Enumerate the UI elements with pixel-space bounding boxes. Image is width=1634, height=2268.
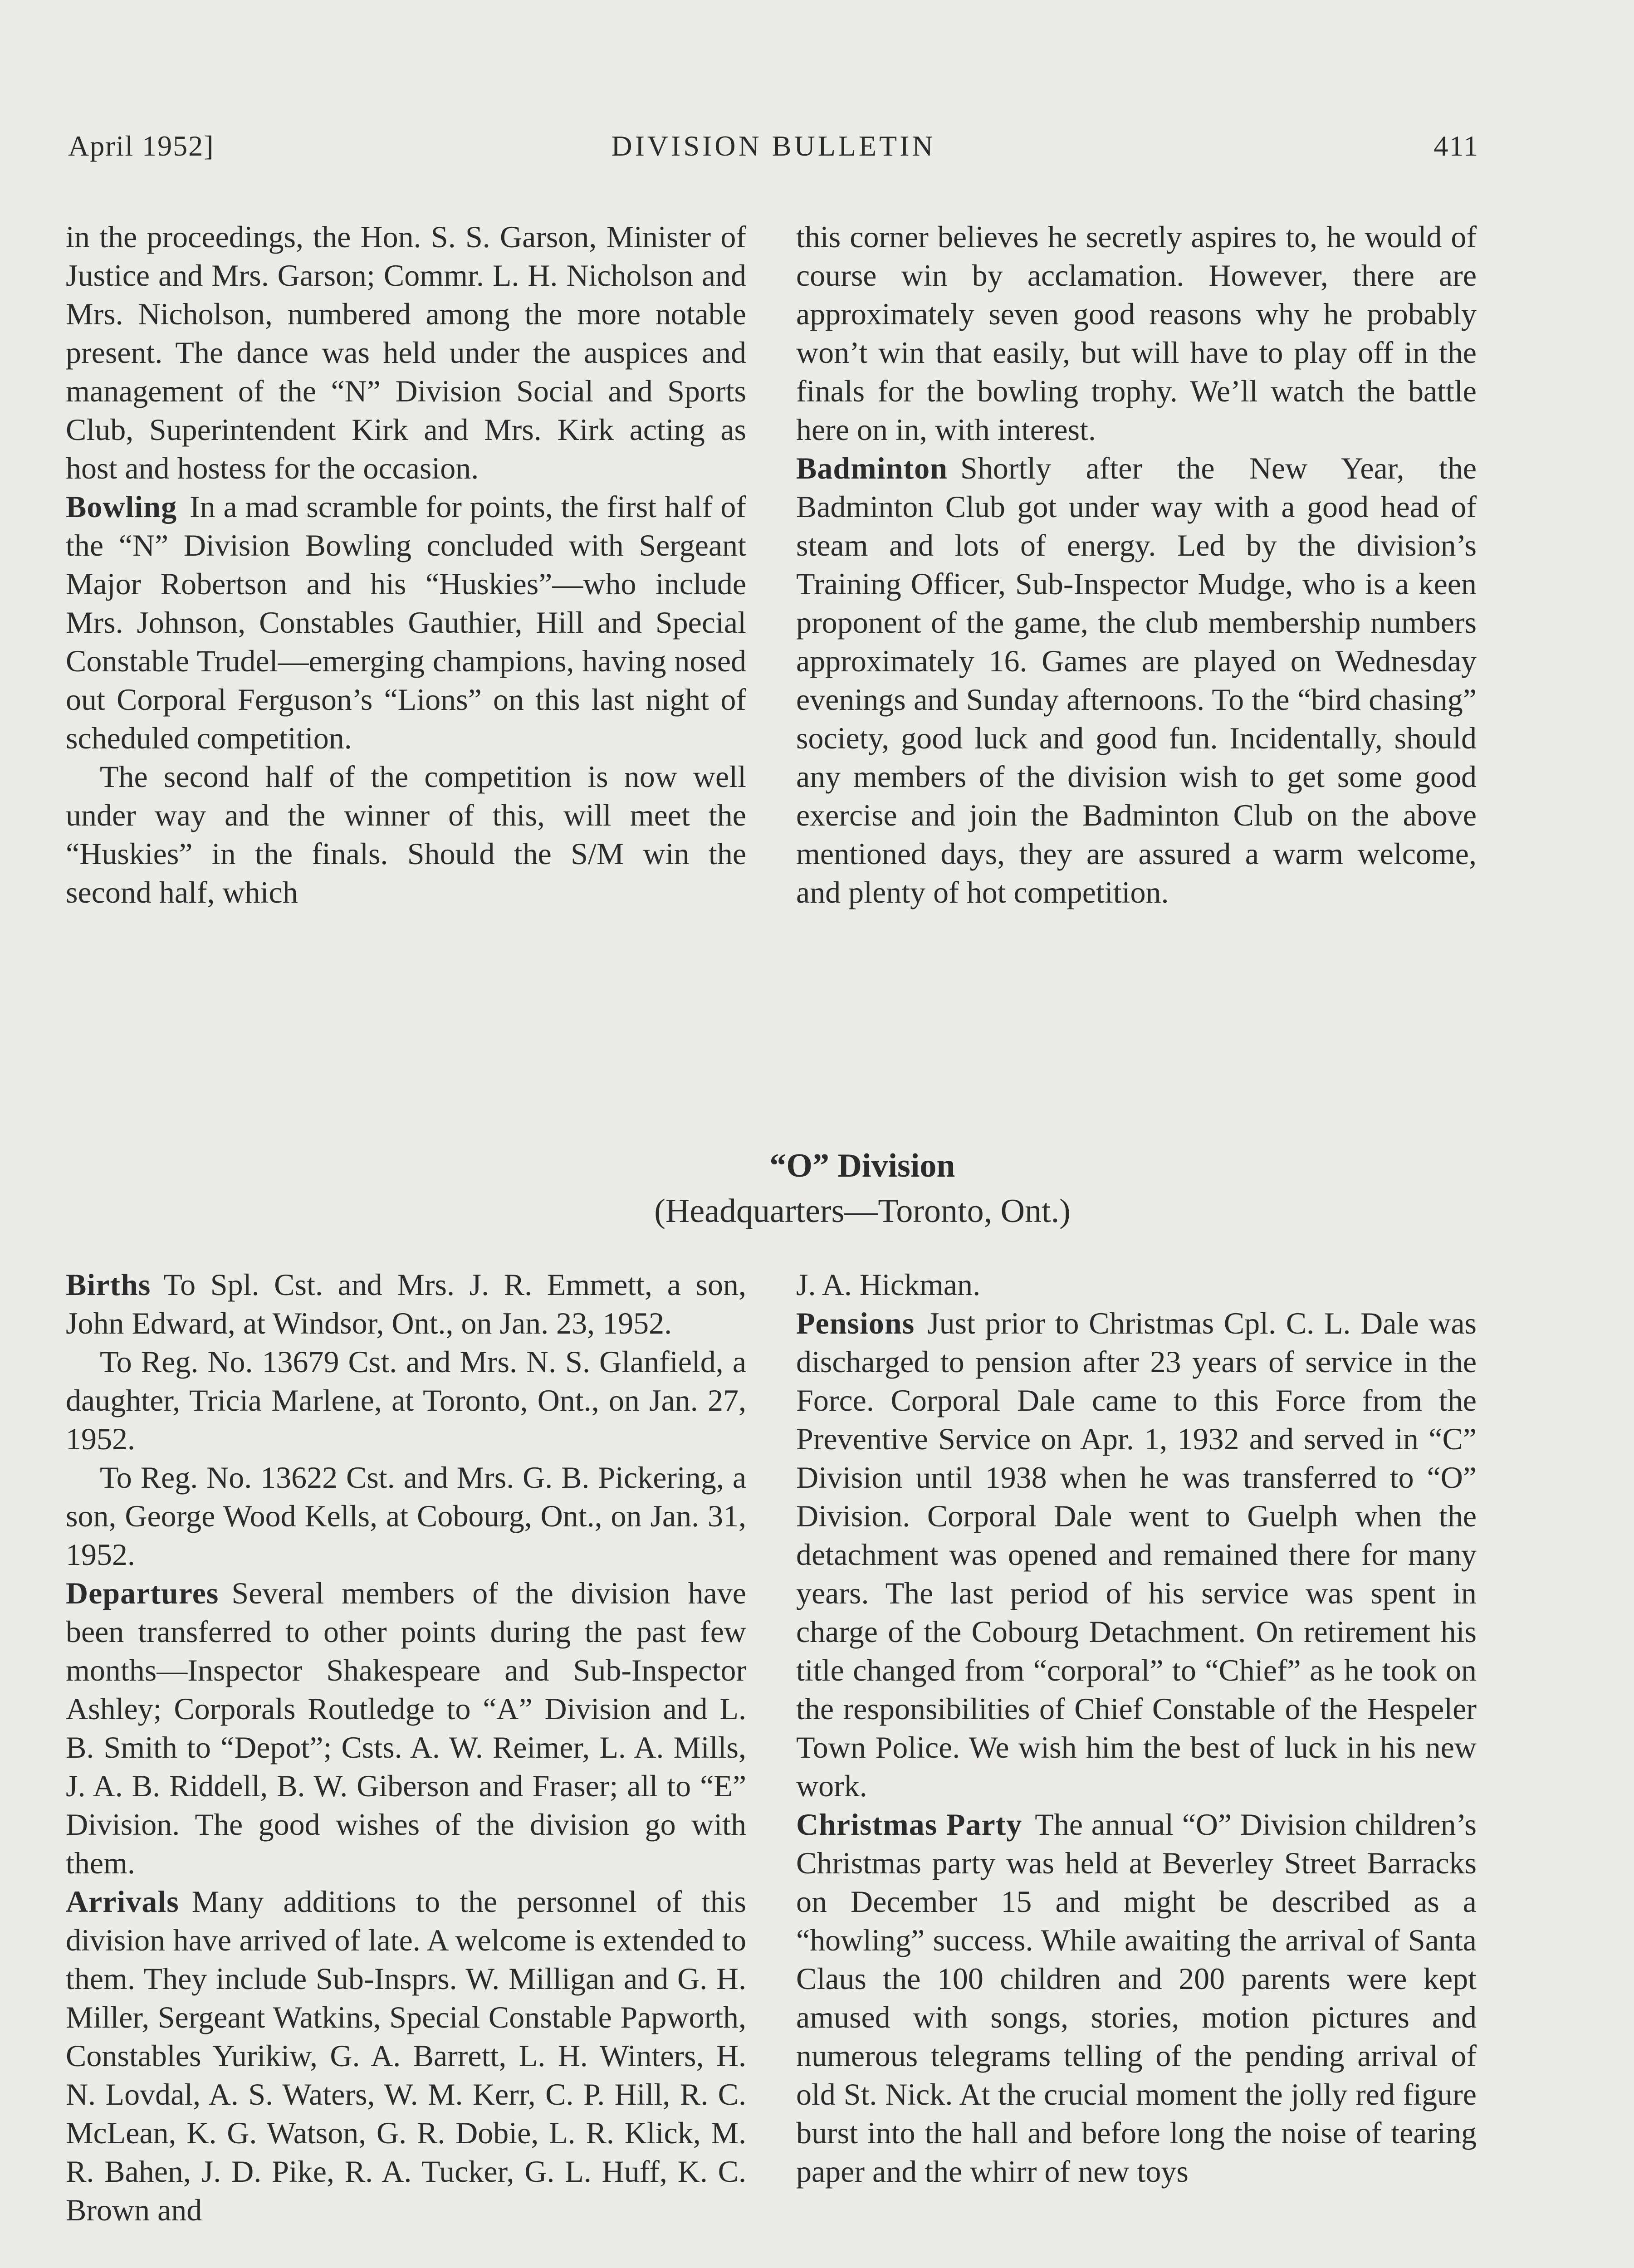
column-top-right (796, 218, 1477, 912)
paragraph-text: this corner believes he secretly aspires to, he would of course win by acclamation. However, there are approximately seven good reasons why he probably won’t win that easily, but will have to play off in the finals for the bowling trophy. We’ll watch the battle here on in, with interest. (796, 220, 1477, 447)
paragraph-text: Several members of the division have been transferred to other points during the past few months—Inspector Shakespeare and Sub-Inspector Ashley; Corporals Routledge to “A” Division and L. B. Smith to “Depot”; Csts. A. W. Reimer, L. A. Mills, J. A. B. Riddell, B. W. Giberson and Fraser; all to “E” Division. The good wishes of the division go with them. (66, 1576, 746, 1880)
paragraph-text: Many additions to the personnel of this division have arrived of late. A welcome is extended to them. They include Sub-Insprs. W. Milligan and G. H. Miller, Sergeant Watkins, Special Constable Papworth, Constables Yurikiw, G. A. Barrett, L. H. Winters, H. N. Lovdal, A. S. Waters, W. M. Kerr, C. P. Hill, R. C. McLean, K. G. Watson, G. R. Dobie, L. R. Klick, M. R. Bahen, J. D. Pike, R. A. Tucker, G. L. Huff, K. C. Brown and (66, 1884, 746, 2227)
section-subtitle: (Headquarters—Toronto, Ont.) (654, 1193, 1071, 1230)
paragraph (66, 488, 746, 758)
header-title: DIVISION BULLETIN (611, 130, 936, 162)
paragraph-text: Just prior to Christmas Cpl. C. L. Dale was discharged to pension after 23 years of service in the Force. Corporal Dale came to this Force from the Preventive Service on Apr. 1, 1932 and served in “C” Division until 1938 when he was transferred to “O” Division. Corporal Dale went to Guelph when the detachment was opened and remained there for many years. The last period of his service was spent in charge of the Cobourg Detachment. On retirement his title changed from “corporal” to “Chief” as he took on the responsibilities of Chief Constable of the Hespeler Town Police. We wish him the best of luck in his new work. (796, 1306, 1477, 1803)
paragraph (66, 1882, 746, 2229)
paragraph (796, 1805, 1477, 2191)
runin-heading: Departures (66, 1576, 219, 1610)
paragraph-text: To Reg. No. 13679 Cst. and Mrs. N. S. Glanfield, a daughter, Tricia Marlene, at Toronto, Ont., on Jan. 27, 1952. (66, 1344, 746, 1456)
runin-heading: Christmas Party (796, 1807, 1022, 1842)
paragraph (796, 449, 1477, 912)
section-title: “O” Division (769, 1147, 955, 1184)
paragraph-text: The annual “O” Division children’s Christmas party was held at Beverley Street Barracks on December 15 and might be described as a “howling” success. While awaiting the arrival of Santa Claus the 100 children and 200 parents were kept amused with songs, stories, motion pictures and numerous telegrams telling of the pending arrival of old St. Nick. At the crucial moment the jolly red figure burst into the hall and before long the noise of tearing paper and the whirr of new toys (796, 1807, 1477, 2189)
paragraph (796, 1304, 1477, 1805)
runin-heading: Arrivals (66, 1884, 179, 1919)
paragraph-text: To Spl. Cst. and Mrs. J. R. Emmett, a son, John Edward, at Windsor, Ont., on Jan. 23, 1952. (66, 1267, 746, 1340)
paragraph (66, 1574, 746, 1882)
paragraph (66, 1343, 746, 1458)
paragraph (796, 1266, 1477, 1304)
paragraph (66, 1458, 746, 1574)
paragraph-text: In a mad scramble for points, the first half of the “N” Division Bowling concluded with Sergeant Major Robertson and his “Huskies”—who include Mrs. Johnson, Constables Gauthier, Hill and Special Constable Trudel—emerging champions, having nosed out Corporal Ferguson’s “Lions” on this last night of scheduled competition. (66, 489, 746, 755)
paragraph-text: J. A. Hickman. (796, 1267, 981, 1302)
column-bottom-left (66, 1266, 746, 2229)
paragraph (66, 1266, 746, 1343)
running-header (68, 129, 1479, 175)
paragraph (66, 758, 746, 912)
paragraph (66, 218, 746, 488)
runin-heading: Badminton (796, 451, 948, 485)
paragraph-text: To Reg. No. 13622 Cst. and Mrs. G. B. Pickering, a son, George Wood Kells, at Cobourg, Ont., on Jan. 31, 1952. (66, 1460, 746, 1572)
paragraph-text: Shortly after the New Year, the Badminton Club got under way with a good head of steam and lots of energy. Led by the division’s Training Officer, Sub-Inspector Mudge, who is a keen proponent of the game, the club membership numbers approximately 16. Games are played on Wednesday evenings and Sunday afternoons. To the “bird chasing” society, good luck and good fun. Incidentally, should any members of the division wish to get some good exercise and join the Badminton Club on the above mentioned days, they are assured a warm welcome, and plenty of hot competition. (796, 451, 1477, 909)
runin-heading: Pensions (796, 1306, 915, 1340)
paragraph-text: in the proceedings, the Hon. S. S. Garson, Minister of Justice and Mrs. Garson; Commr. L. H. Nicholson and Mrs. Nicholson, numbered among the more notable present. The dance was held under the auspices and management of the “N” Division Social and Sports Club, Superintendent Kirk and Mrs. Kirk acting as host and hostess for the occasion. (66, 220, 746, 485)
page-number: 411 (1433, 130, 1479, 162)
column-top-left (66, 218, 746, 912)
paragraph-text: The second half of the competition is now well under way and the winner of this, will meet the “Huskies” in the finals. Should the S/M win the second half, which (66, 759, 746, 909)
header-date: April 1952] (68, 130, 215, 162)
column-bottom-right (796, 1266, 1477, 2191)
section-heading (0, 1143, 1634, 1234)
runin-heading: Births (66, 1267, 151, 1302)
paragraph (796, 218, 1477, 449)
runin-heading: Bowling (66, 489, 177, 524)
